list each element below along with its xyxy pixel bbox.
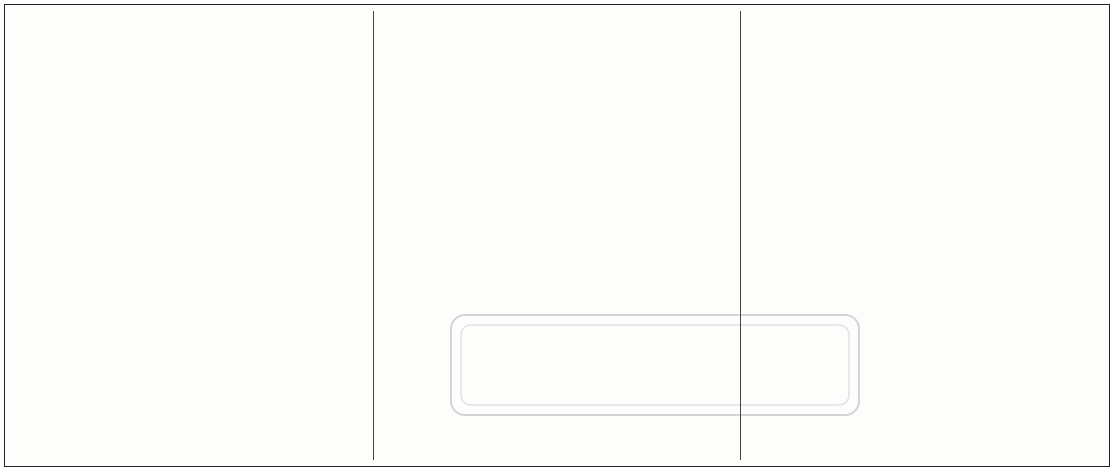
auction-notice — [4, 4, 1110, 467]
notice-signature — [19, 438, 363, 456]
notice-column-middle — [374, 11, 740, 460]
notice-column-right — [741, 11, 1103, 460]
notice-heading — [751, 15, 1093, 35]
notice-column-left — [9, 11, 373, 460]
notice-columns — [11, 11, 1103, 460]
